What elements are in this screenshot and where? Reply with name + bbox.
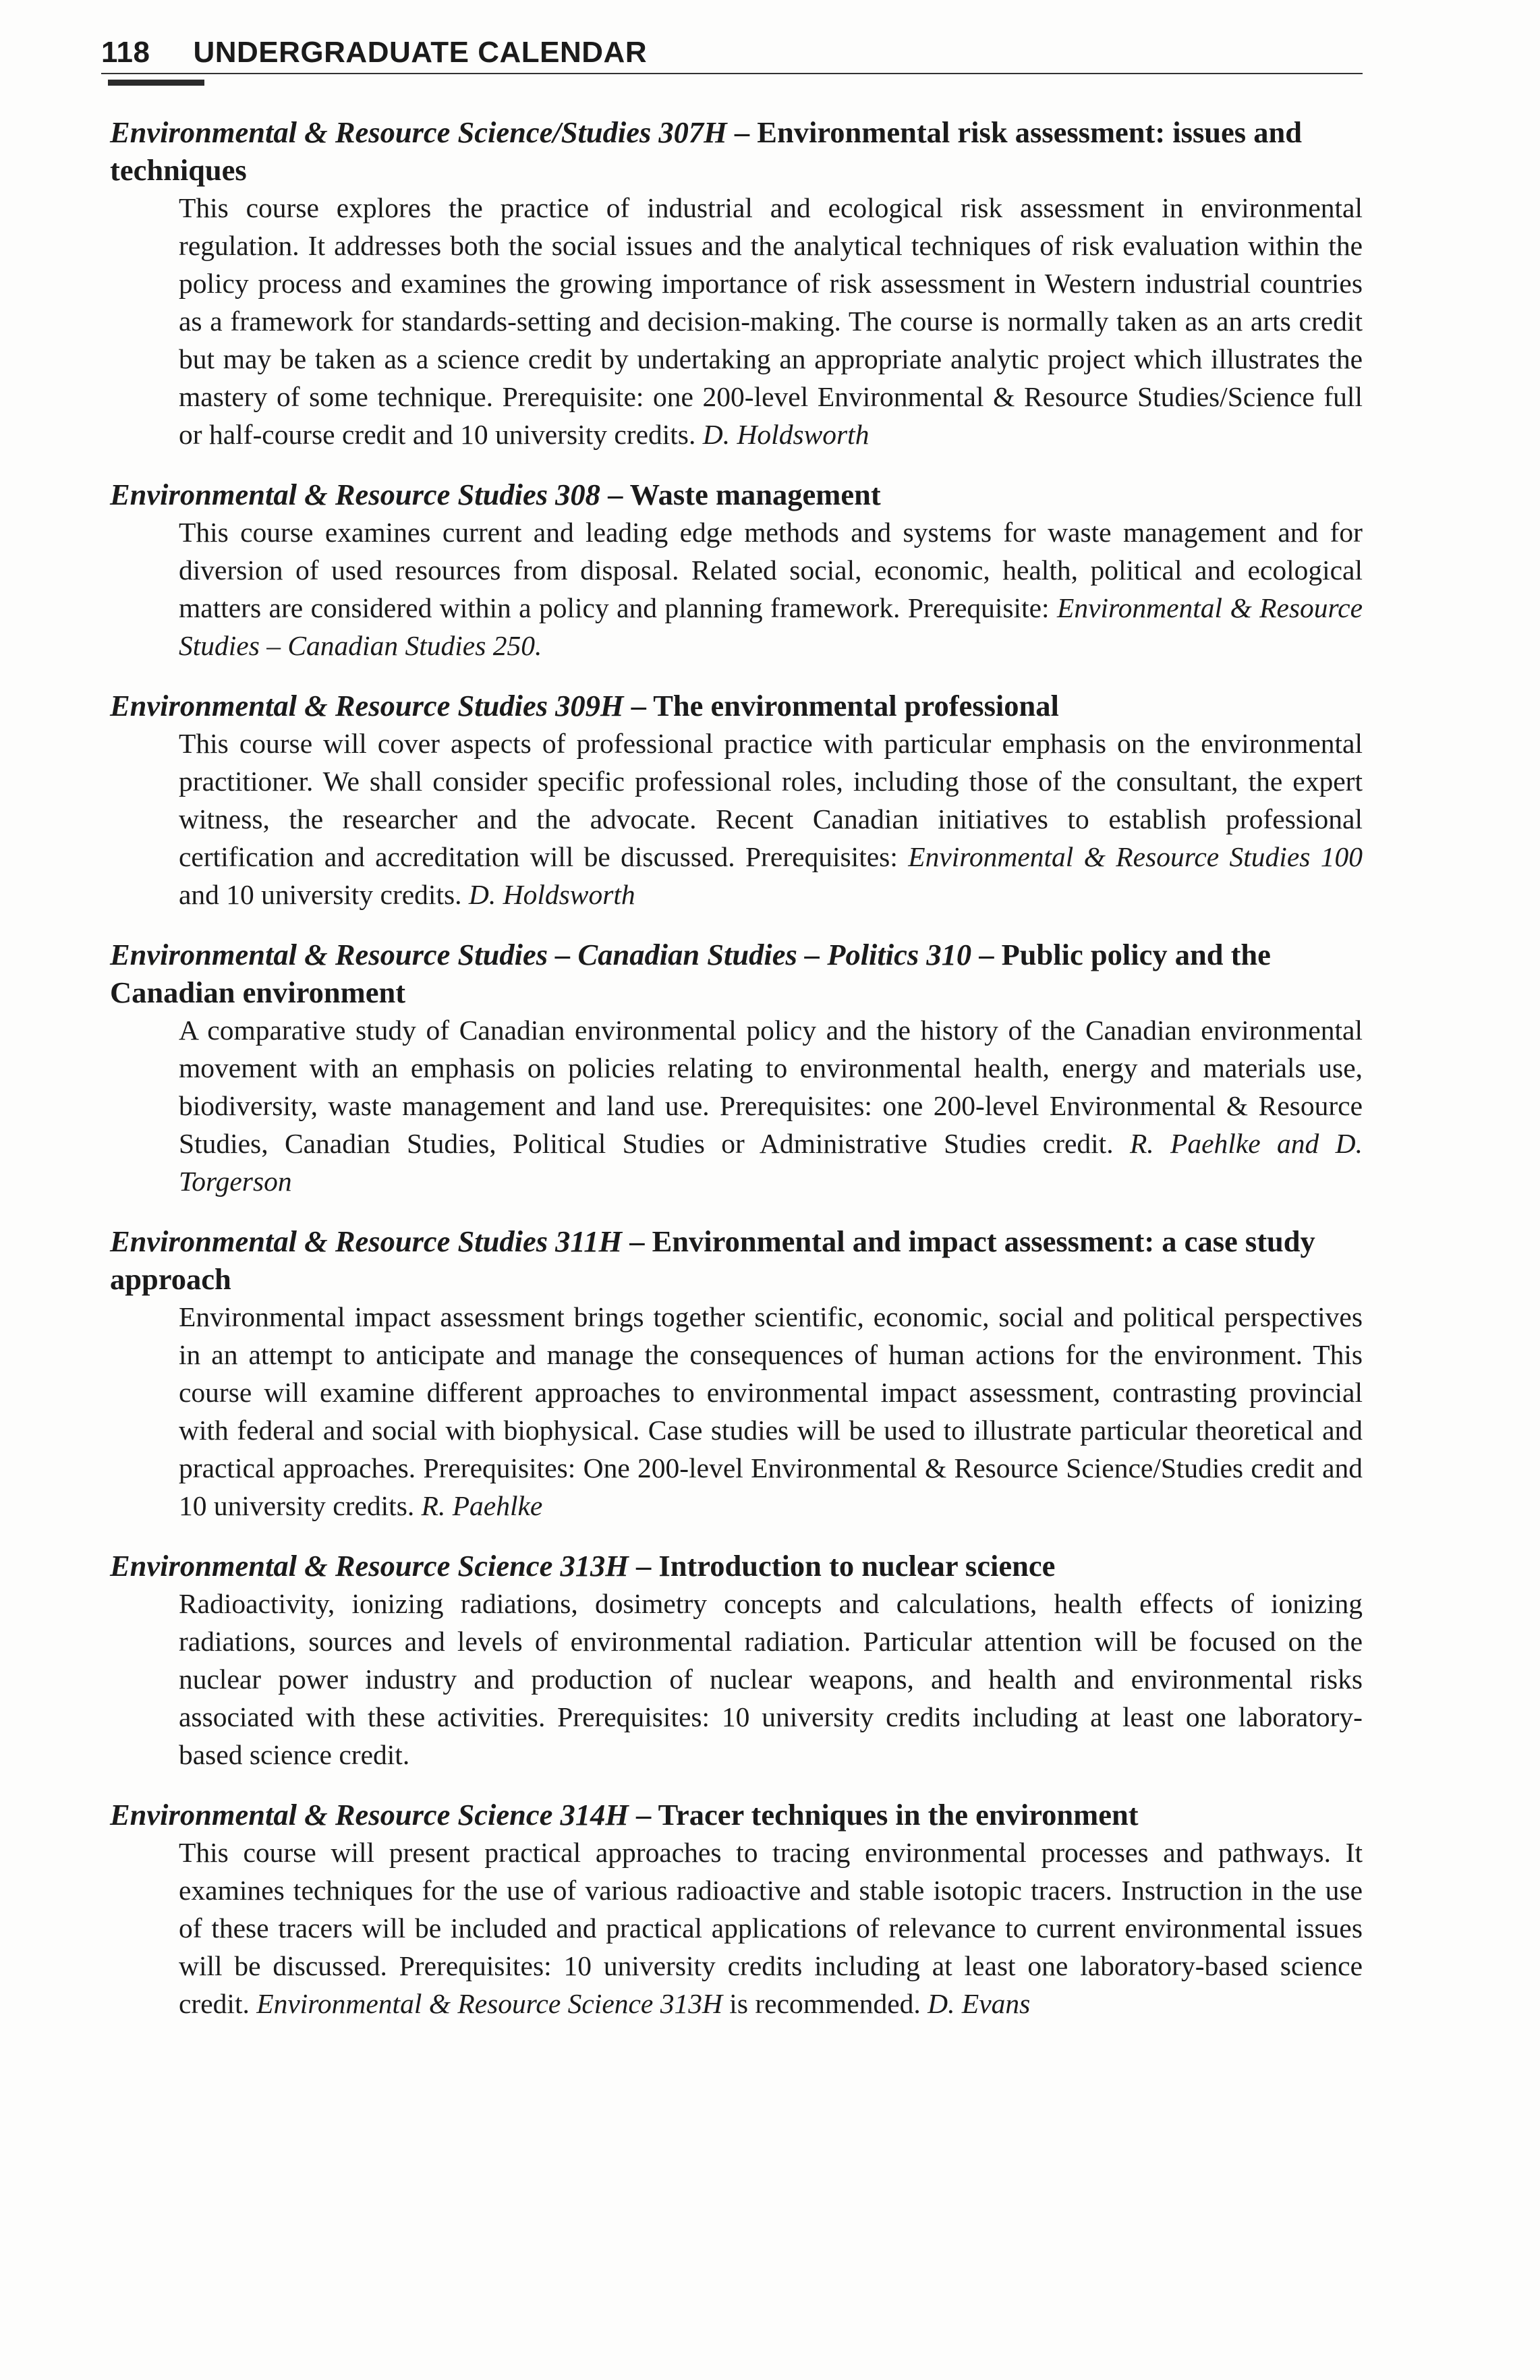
course-description: This course explores the practice of industrial and ecological risk assessment in environmental regulation. It addresses both the social issues and the analytical techniques of risk evaluation within the policy process and examines the growing importance of risk assessment in Western industrial countries as a framework for standards-setting and decision-making. The course is normally taken as an arts credit but may be taken as a science credit by undertaking an appropriate analytic project which illustrates the mastery of some technique. Prerequisite: one 200-level Environmental & Resource Studies/Science full or half-course credit and 10 university credits. — [179, 192, 1363, 450]
course-heading — [110, 476, 1363, 513]
course-heading — [110, 1222, 1363, 1298]
course-title: Public policy and the Canadian environment — [110, 938, 1271, 1009]
course-instructor: D. Holdsworth — [468, 879, 635, 910]
course-title: Environmental and impact assessment: a case study approach — [110, 1224, 1315, 1296]
course-code: Environmental & Resource Science 313H — [110, 1549, 629, 1583]
course-heading — [110, 687, 1363, 725]
course-heading — [110, 113, 1363, 189]
course-instructor: D. Evans — [928, 1988, 1031, 2019]
course-title: Introduction to nuclear science — [658, 1549, 1056, 1583]
course-description-block — [179, 725, 1363, 913]
running-header — [101, 26, 1366, 80]
course-instructor: D. Holdsworth — [702, 419, 869, 450]
course-description-block — [179, 513, 1363, 664]
course-entry — [110, 1547, 1363, 1774]
course-entry — [110, 476, 1363, 664]
course-description: Radioactivity, ionizing radiations, dosimetry concepts and calculations, health effects of ionizing radiations, sources and levels of environmental radiation. Particular attention will be focused on the nuclear power industry and production of nuclear weapons, and health and environmental risks associated with these activities. Prerequisites: 10 university credits including at least one laboratory-based science credit. — [179, 1588, 1363, 1770]
heading-separator: – — [628, 1798, 658, 1832]
course-description: This course examines current and leading edge methods and systems for waste management and for diversion of used resources from disposal. Related social, economic, health, political and ecological matters are considered within a policy and planning framework. Prerequisite: — [179, 517, 1363, 623]
course-entry — [110, 1796, 1363, 2022]
course-description-block — [179, 189, 1363, 453]
course-entry — [110, 1222, 1363, 1525]
heading-separator: – — [623, 689, 654, 722]
heading-separator: – — [971, 938, 1002, 971]
course-description: A comparative study of Canadian environmental policy and the history of the Canadian environmental movement with an emphasis on policies relating to environmental health, energy and materials use, biodiversity, waste management and land use. Prerequisites: one 200-level Environmental & Resource Studies, Canadian Studies, Political Studies or Administrative Studies credit. — [179, 1015, 1363, 1159]
course-code: Environmental & Resource Studies 308 — [110, 478, 600, 511]
course-title: Tracer techniques in the environment — [658, 1798, 1139, 1832]
course-heading — [110, 936, 1363, 1011]
page-number: 118 — [101, 36, 150, 69]
course-description: Environmental impact assessment brings together scientific, economic, social and political perspectives in an attempt to anticipate and manage the consequences of human actions for the environment. This course will examine different approaches to environmental impact assessment, contrasting provincial with federal and social with biophysical. Case studies will be used to illustrate particular theoretical and practical approaches. Prerequisites: One 200-level Environmental & Resource Science/Studies credit and 10 university credits. — [179, 1301, 1363, 1521]
course-entry — [110, 936, 1363, 1200]
course-code: Environmental & Resource Studies – Canadian Studies – Politics 310 — [110, 938, 972, 971]
prerequisite-note: and 10 university credits. — [179, 879, 462, 910]
heading-separator: – — [628, 1549, 659, 1583]
course-instructor: R. Paehlke and D. Torgerson — [179, 1128, 1363, 1197]
header-accent-bar — [108, 80, 204, 86]
calendar-title: UNDERGRADUATE CALENDAR — [193, 36, 648, 69]
course-code: Environmental & Resource Science/Studies 307H — [110, 115, 727, 149]
prerequisite-note: is recommended. — [729, 1988, 921, 2019]
header-rule — [101, 73, 1363, 74]
course-prerequisite: Environmental & Resource Studies – Canadian Studies 250. — [179, 592, 1363, 661]
course-description-block — [179, 1585, 1363, 1774]
course-heading — [110, 1547, 1363, 1585]
course-instructor: R. Paehlke — [421, 1490, 543, 1521]
course-title: The environmental professional — [653, 689, 1059, 722]
heading-separator: – — [622, 1224, 652, 1258]
course-prerequisite: Environmental & Resource Science 313H — [256, 1988, 722, 2019]
course-description-block — [179, 1834, 1363, 2022]
course-entry — [110, 687, 1363, 913]
course-prerequisite: Environmental & Resource Studies 100 — [908, 841, 1363, 872]
course-code: Environmental & Resource Science 314H — [110, 1798, 629, 1832]
course-description-block — [179, 1011, 1363, 1200]
course-description-block — [179, 1298, 1363, 1525]
heading-separator: – — [726, 115, 758, 149]
course-list — [110, 113, 1363, 2045]
course-title: Waste management — [629, 478, 881, 511]
course-description: This course will present practical approaches to tracing environmental processes and pathways. It examines techniques for the use of various radioactive and stable isotopic tracers. Instruction in the use of these tracers will be included and practical applications of relevance to current environmental issues will be discussed. Prerequisites: 10 university credits including at least one laboratory-based science credit. — [179, 1837, 1363, 2019]
course-entry — [110, 113, 1363, 453]
course-title: Environmental risk assessment: issues and techniques — [110, 115, 1302, 187]
course-description: This course will cover aspects of professional practice with particular emphasis on the environmental practitioner. We shall consider specific professional roles, including those of the consultant, the expert witness, the researcher and the advocate. Recent Canadian initiatives to establish professional certification and accreditation will be discussed. Prerequisites: — [179, 728, 1363, 872]
course-code: Environmental & Resource Studies 309H — [110, 689, 624, 722]
heading-separator: – — [600, 478, 630, 511]
course-heading — [110, 1796, 1363, 1834]
course-code: Environmental & Resource Studies 311H — [110, 1224, 623, 1258]
